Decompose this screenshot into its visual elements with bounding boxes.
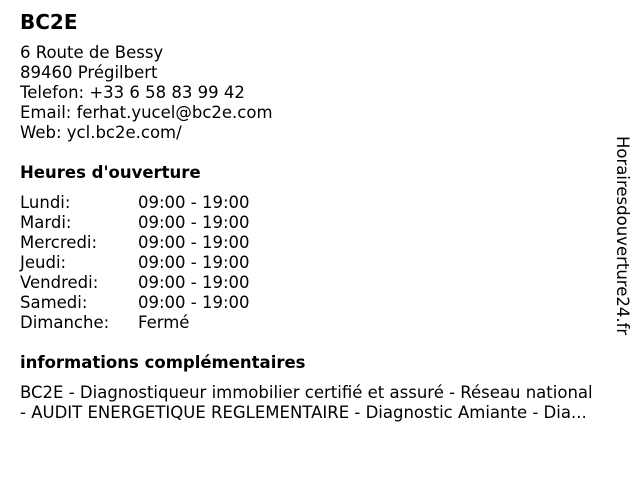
info-description	[20, 383, 632, 423]
info-heading: informations complémentaires	[20, 353, 306, 372]
time-value: Fermé	[138, 313, 190, 332]
business-name: BC2E	[20, 10, 78, 34]
contact-block	[20, 43, 273, 143]
time-value: 09:00 - 19:00	[138, 273, 250, 292]
address-city: 89460 Prégilbert	[20, 63, 158, 82]
day-label: Samedi:	[20, 293, 88, 312]
info-line-2: - AUDIT ENERGETIQUE REGLEMENTAIRE - Diagnostic Amiante - Dia...	[20, 403, 587, 422]
day-label: Mardi:	[20, 213, 72, 232]
time-value: 09:00 - 19:00	[138, 293, 250, 312]
time-value: 09:00 - 19:00	[138, 233, 250, 252]
day-label: Jeudi:	[20, 253, 67, 272]
day-label: Vendredi:	[20, 273, 99, 292]
email-line: Email: ferhat.yucel@bc2e.com	[20, 103, 273, 122]
info-line-1: BC2E - Diagnostiqueur immobilier certifié et assuré - Réseau national	[20, 383, 593, 402]
hours-heading: Heures d'ouverture	[20, 163, 201, 182]
day-label: Lundi:	[20, 193, 71, 212]
web-line: Web: ycl.bc2e.com/	[20, 123, 182, 142]
time-value: 09:00 - 19:00	[138, 213, 250, 232]
day-label: Dimanche:	[20, 313, 110, 332]
time-value: 09:00 - 19:00	[138, 193, 250, 212]
address-street: 6 Route de Bessy	[20, 43, 164, 62]
time-value: 09:00 - 19:00	[138, 253, 250, 272]
site-watermark: Horairesdouverture24.fr	[613, 136, 632, 336]
phone-line: Telefon: +33 6 58 83 99 42	[20, 83, 245, 102]
day-label: Mercredi:	[20, 233, 98, 252]
